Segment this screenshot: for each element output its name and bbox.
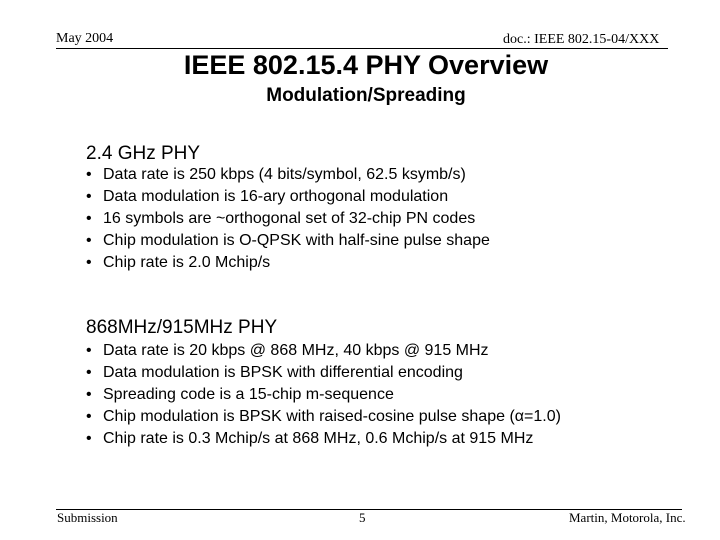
section-heading-868-915mhz: 868MHz/915MHz PHY	[86, 317, 278, 338]
bullet-text: Chip rate is 2.0 Mchip/s	[103, 254, 271, 271]
footer-author: Martin, Motorola, Inc.	[569, 510, 686, 525]
list-item	[86, 340, 561, 362]
slide-title: IEEE 802.15.4 PHY Overview	[183, 50, 549, 80]
bullet-text: Data rate is 20 kbps @ 868 MHz, 40 kbps @ 915 MHz	[103, 342, 489, 359]
bullet-marker: •	[86, 408, 92, 425]
page-number: 5	[359, 510, 366, 525]
bullet-text: Spreading code is a 15-chip m-sequence	[103, 386, 394, 403]
slide-subtitle: Modulation/Spreading	[266, 85, 466, 106]
list-item	[86, 186, 490, 208]
header-divider	[56, 48, 668, 49]
bullet-marker: •	[86, 210, 92, 227]
bullet-text: Data modulation is BPSK with differential encoding	[103, 364, 463, 381]
footer-submission: Submission	[57, 510, 118, 525]
bullet-marker: •	[86, 342, 92, 359]
bullet-text: Chip modulation is O-QPSK with half-sine pulse shape	[103, 232, 490, 249]
bullet-marker: •	[86, 166, 92, 183]
list-item	[86, 428, 561, 450]
header-date: May 2004	[56, 31, 114, 46]
bullet-text: Chip modulation is BPSK with raised-cosine pulse shape (α=1.0)	[103, 408, 561, 425]
bullet-text: Chip rate is 0.3 Mchip/s at 868 MHz, 0.6 Mchip/s at 915 MHz	[103, 430, 534, 447]
bullet-text: Data rate is 250 kbps (4 bits/symbol, 62.5 ksymb/s)	[103, 166, 466, 183]
bullet-list-2-4ghz	[86, 164, 490, 274]
bullet-text: 16 symbols are ~orthogonal set of 32-chip PN codes	[103, 210, 476, 227]
list-item	[86, 230, 490, 252]
list-item	[86, 164, 490, 186]
list-item	[86, 362, 561, 384]
bullet-marker: •	[86, 430, 92, 447]
bullet-list-868-915mhz	[86, 340, 561, 450]
list-item	[86, 384, 561, 406]
bullet-marker: •	[86, 364, 92, 381]
header-doc-id: doc.: IEEE 802.15-04/XXX	[503, 32, 660, 47]
list-item	[86, 252, 490, 274]
bullet-marker: •	[86, 188, 92, 205]
bullet-marker: •	[86, 254, 92, 271]
list-item	[86, 406, 561, 428]
bullet-text: Data modulation is 16-ary orthogonal modulation	[103, 188, 449, 205]
list-item	[86, 208, 490, 230]
bullet-marker: •	[86, 386, 92, 403]
section-heading-2-4ghz: 2.4 GHz PHY	[86, 143, 201, 164]
bullet-marker: •	[86, 232, 92, 249]
